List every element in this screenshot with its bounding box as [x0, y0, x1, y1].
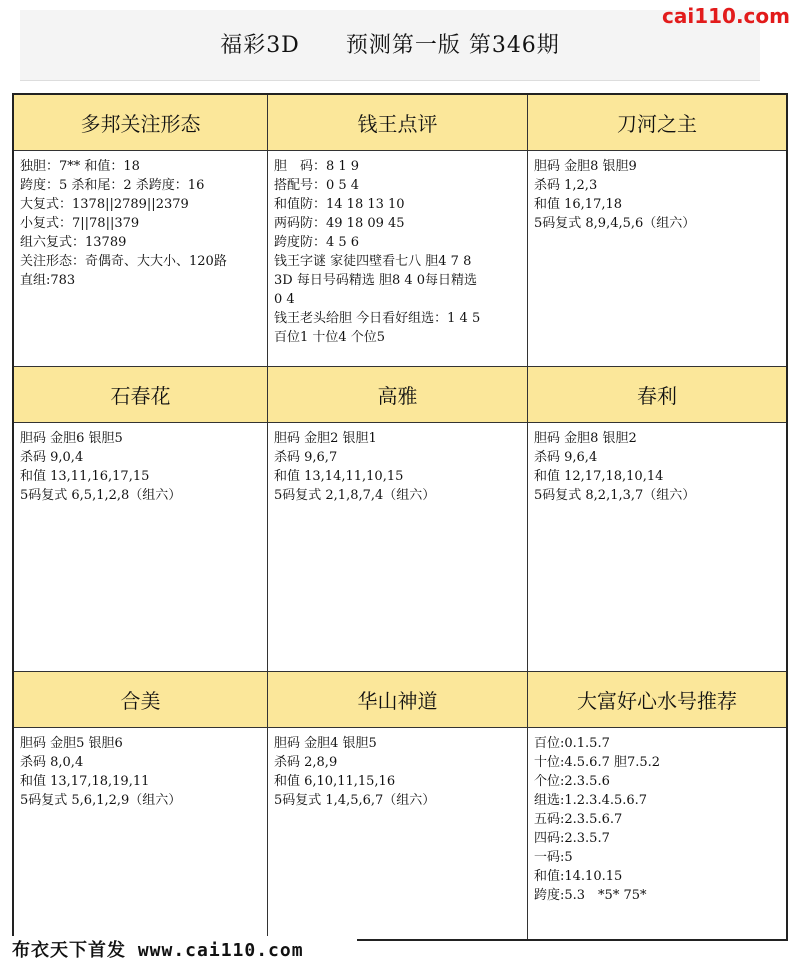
card-line: 和值 13,17,18,19,11 [20, 774, 150, 789]
card-line: 和值防：14 18 13 10 [274, 197, 405, 212]
card-line: 小复式：7||78||379 [20, 216, 140, 231]
card-body [268, 728, 527, 816]
brand-logo-text: cai110.com [662, 4, 790, 28]
card-line: 百位1 十位4 个位5 [274, 330, 386, 345]
expert-card-qianwang [268, 95, 528, 367]
card-line: 组选:1.2.3.4.5.6.7 [534, 793, 648, 808]
expert-card-gaoya [268, 367, 528, 672]
card-line: 胆码 金胆2 银胆1 [274, 431, 377, 446]
footer-watermark: 布衣天下首发 www.cai110.com [12, 936, 357, 962]
card-line: 胆 码：8 1 9 [274, 159, 360, 174]
card-line: 杀码 9,0,4 [20, 450, 84, 465]
card-line: 胆码 金胆4 银胆5 [274, 736, 377, 751]
card-line: 关注形态：奇偶奇、大大小、120路 [20, 254, 227, 269]
card-line: 3D 每日号码精选 胆8 4 0每日精选 [274, 273, 478, 288]
card-line: 大复式：1378||2789||2379 [20, 197, 189, 212]
card-line: 5码复式 6,5,1,2,8（组六） [20, 488, 182, 503]
card-line: 胆码 金胆5 银胆6 [20, 736, 123, 751]
card-title: 大富好心水号推荐 [528, 672, 786, 728]
card-line: 跨度：5 杀和尾：2 杀跨度：16 [20, 178, 205, 193]
card-title: 华山神道 [268, 672, 527, 728]
card-line: 杀码 2,8,9 [274, 755, 338, 770]
card-line: 杀码 9,6,4 [534, 450, 598, 465]
card-line: 直组:783 [20, 273, 76, 288]
card-body [528, 423, 786, 511]
card-line: 胆码 金胆8 银胆9 [534, 159, 637, 174]
title-bar [20, 10, 760, 81]
expert-card-shichunhua [14, 367, 268, 672]
expert-card-dafu [528, 672, 786, 939]
card-body [268, 151, 527, 353]
expert-card-huashan [268, 672, 528, 939]
card-line: 独胆：7** 和值：18 [20, 159, 140, 174]
card-line: 杀码 8,0,4 [20, 755, 84, 770]
card-line: 5码复式 8,2,1,3,7（组六） [534, 488, 696, 503]
card-line: 和值 13,14,11,10,15 [274, 469, 404, 484]
card-line: 和值 16,17,18 [534, 197, 623, 212]
card-title: 高雅 [268, 367, 527, 423]
card-line: 一码:5 [534, 850, 573, 865]
card-line: 和值 6,10,11,15,16 [274, 774, 396, 789]
card-line: 五码:2.3.5.6.7 [534, 812, 623, 827]
card-line: 两码防：49 18 09 45 [274, 216, 405, 231]
card-line: 5码复式 1,4,5,6,7（组六） [274, 793, 436, 808]
card-body [528, 151, 786, 239]
card-title: 春利 [528, 367, 786, 423]
card-line: 0 4 [274, 292, 295, 307]
card-line: 和值 13,11,16,17,15 [20, 469, 150, 484]
card-title: 多邦关注形态 [14, 95, 267, 151]
card-line: 胆码 金胆6 银胆5 [20, 431, 123, 446]
page-title: 福彩3D 预测第一版 第346期 [220, 33, 560, 58]
card-line: 5码复式 2,1,8,7,4（组六） [274, 488, 436, 503]
card-line: 杀码 9,6,7 [274, 450, 338, 465]
card-line: 四码:2.3.5.7 [534, 831, 610, 846]
card-title: 钱王点评 [268, 95, 527, 151]
card-line: 组六复式：13789 [20, 235, 127, 250]
card-line: 和值 12,17,18,10,14 [534, 469, 664, 484]
card-line: 钱王老头给胆 今日看好组选：1 4 5 [274, 311, 481, 326]
card-body [14, 423, 267, 511]
card-line: 胆码 金胆8 银胆2 [534, 431, 637, 446]
card-line: 跨度防：4 5 6 [274, 235, 360, 250]
card-line: 和值:14.10.15 [534, 869, 623, 884]
card-line: 钱王字谜 家徒四壁看七八 胆4 7 8 [274, 254, 472, 269]
card-line: 杀码 1,2,3 [534, 178, 598, 193]
card-title: 刀河之主 [528, 95, 786, 151]
card-line: 个位:2.3.5.6 [534, 774, 610, 789]
card-body [14, 728, 267, 816]
expert-card-duobang [14, 95, 268, 367]
card-line: 百位:0.1.5.7 [534, 736, 610, 751]
card-title: 石春花 [14, 367, 267, 423]
card-line: 搭配号：0 5 4 [274, 178, 360, 193]
card-body [528, 728, 786, 911]
card-body [14, 151, 267, 296]
expert-card-chunli [528, 367, 786, 672]
card-body [268, 423, 527, 511]
prediction-grid [12, 93, 788, 941]
card-line: 5码复式 5,6,1,2,9（组六） [20, 793, 182, 808]
card-title: 合美 [14, 672, 267, 728]
card-line: 跨度:5.3 *5* 75* [534, 888, 647, 903]
card-line: 十位:4.5.6.7 胆7.5.2 [534, 755, 661, 770]
expert-card-hemei [14, 672, 268, 939]
card-line: 5码复式 8,9,4,5,6（组六） [534, 216, 696, 231]
expert-card-daohe [528, 95, 786, 367]
